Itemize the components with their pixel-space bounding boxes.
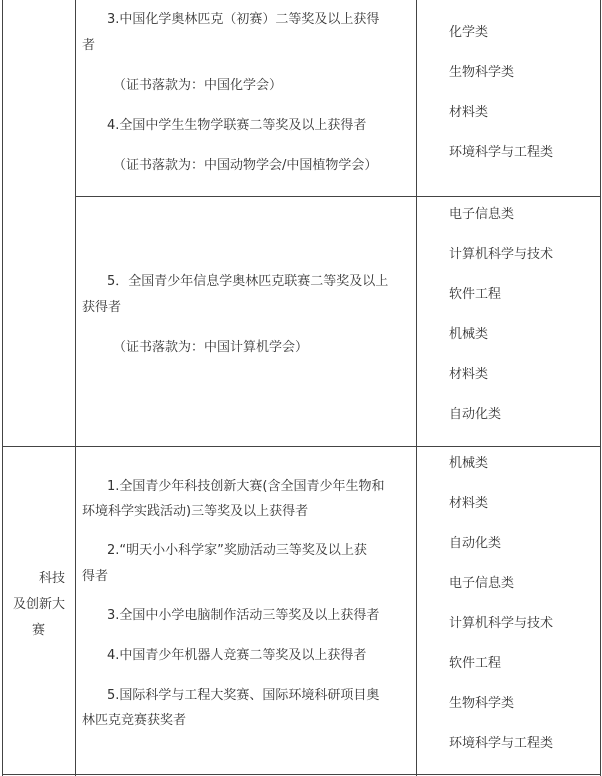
major-item: 电子信息类 bbox=[449, 576, 515, 591]
award-text: 环境科学实践活动)三等奖及以上获得者 bbox=[82, 504, 309, 519]
award-text: 者 bbox=[82, 38, 96, 53]
major-item: 生物科学类 bbox=[449, 65, 515, 80]
major-item: 计算机科学与技术 bbox=[449, 247, 554, 262]
major-item: 机械类 bbox=[449, 456, 489, 471]
major-item: 环境科学与工程类 bbox=[449, 145, 554, 160]
award-text: 林匹克竞赛获奖者 bbox=[82, 713, 187, 728]
award-text: 得者 bbox=[82, 569, 109, 584]
award-text: 2.“明天小小科学家”奖励活动三等奖及以上获 bbox=[107, 543, 367, 558]
award-text: 4.全国中学生生物学联赛二等奖及以上获得者 bbox=[107, 118, 367, 133]
section-divider bbox=[2, 446, 601, 447]
award-note: （证书落款为：中国化学会） bbox=[113, 78, 283, 93]
major-item: 计算机科学与技术 bbox=[449, 616, 554, 631]
category-label: 及创新大 bbox=[13, 597, 66, 612]
major-item: 软件工程 bbox=[449, 287, 502, 302]
award-text: 5.国际科学与工程大奖赛、国际环境科研项目奥 bbox=[107, 688, 380, 703]
major-item: 电子信息类 bbox=[449, 207, 515, 222]
table-border-right bbox=[600, 0, 601, 776]
major-item: 自动化类 bbox=[449, 407, 502, 422]
major-item: 材料类 bbox=[449, 496, 489, 511]
major-item: 机械类 bbox=[449, 327, 489, 342]
major-item: 自动化类 bbox=[449, 536, 502, 551]
major-item: 材料类 bbox=[449, 105, 489, 120]
major-item: 化学类 bbox=[449, 25, 489, 40]
category-label: 赛 bbox=[32, 623, 46, 638]
award-note: （证书落款为：中国动物学会/中国植物学会） bbox=[113, 158, 378, 173]
award-text: 5．全国青少年信息学奥林匹克联赛二等奖及以上 bbox=[107, 274, 389, 289]
major-item: 环境科学与工程类 bbox=[449, 736, 554, 751]
award-text: 3.中国化学奥林匹克（初赛）二等奖及以上获得 bbox=[107, 12, 380, 27]
award-note: （证书落款为：中国计算机学会） bbox=[113, 340, 309, 355]
column-divider-category bbox=[75, 0, 76, 776]
column-divider-majors bbox=[416, 0, 417, 776]
major-item: 软件工程 bbox=[449, 656, 502, 671]
major-item: 生物科学类 bbox=[449, 696, 515, 711]
award-text: 3.全国中小学电脑制作活动三等奖及以上获得者 bbox=[107, 608, 380, 623]
major-item: 材料类 bbox=[449, 367, 489, 382]
award-text: 1.全国青少年科技创新大赛(含全国青少年生物和 bbox=[107, 479, 385, 494]
award-text: 获得者 bbox=[82, 300, 122, 315]
award-text: 4.中国青少年机器人竞赛二等奖及以上获得者 bbox=[107, 648, 367, 663]
table-border-bottom bbox=[2, 774, 601, 775]
category-label: 科技 bbox=[39, 571, 66, 586]
table-border-left bbox=[2, 0, 3, 776]
row-divider bbox=[75, 196, 601, 197]
